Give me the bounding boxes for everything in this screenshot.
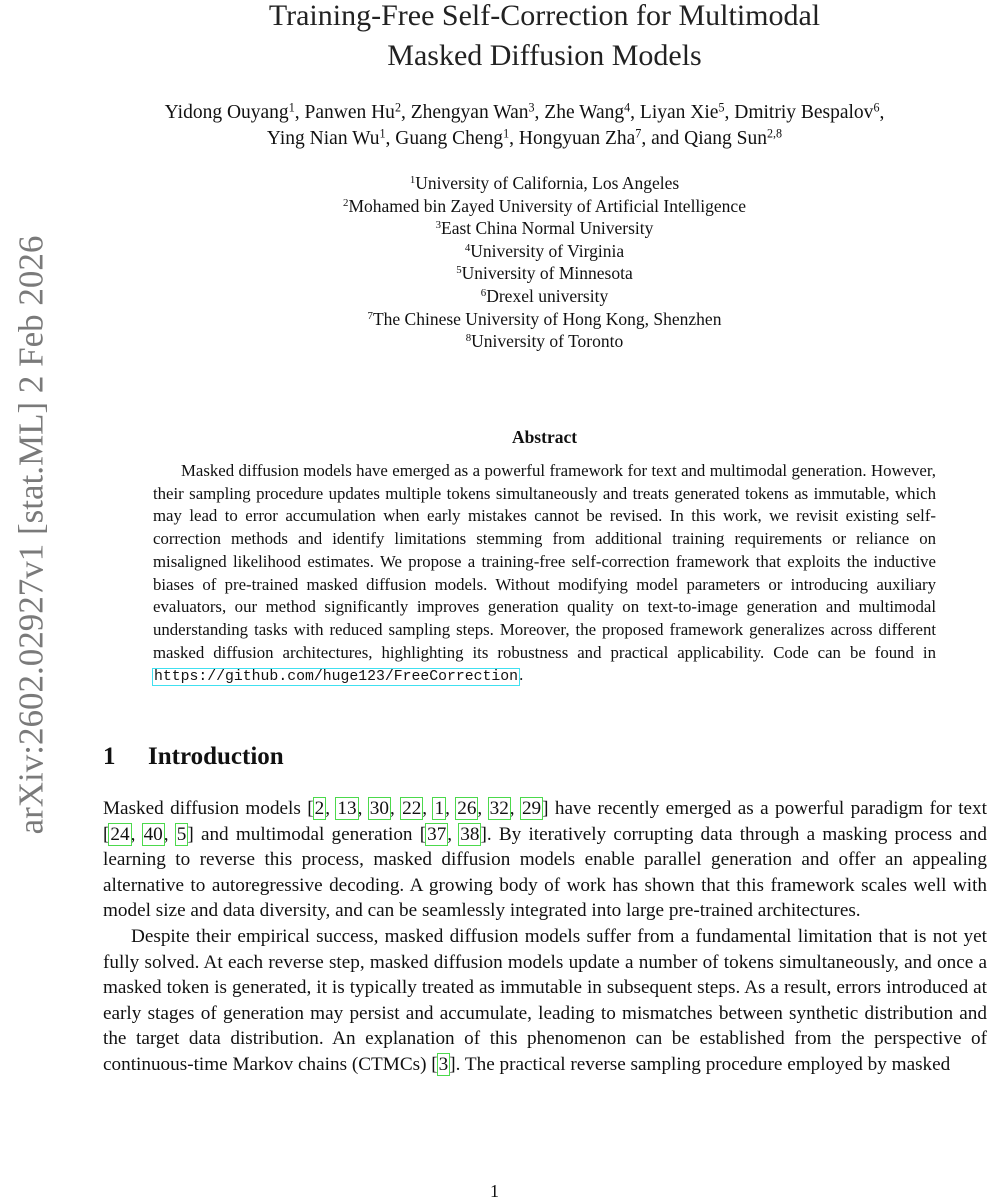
citation-link[interactable]: 13 <box>337 798 357 819</box>
affiliation-number: 8 <box>465 332 472 345</box>
abstract-end: . <box>519 665 524 685</box>
paragraph-text: ]. By iteratively corrupting data through a masking process and learning to reverse this process, masked diffusion models enable parallel generation and offer an appealing alternative to autoregressive decoding. A growing body of work has shown that this framework scales well with model size and data diversity, and can be seamlessly integrated into large pre-trained architectures. <box>103 823 987 922</box>
paragraph-text: , <box>163 823 176 845</box>
author-name: Liyan Xie <box>639 102 719 123</box>
affiliation-number: 6 <box>480 287 487 300</box>
affiliation-number: 4 <box>464 241 471 254</box>
affiliation-number: 3 <box>435 219 441 232</box>
introduction-body <box>103 796 987 1078</box>
abstract-body <box>153 460 936 689</box>
author-name: Hongyuan Zha <box>518 128 636 149</box>
citation-link[interactable]: 40 <box>143 823 163 845</box>
author-separator: , <box>385 128 396 149</box>
author-separator: , <box>534 102 545 123</box>
paragraph-text: , <box>445 798 457 819</box>
affiliation-name: East China Normal University <box>441 218 654 239</box>
affiliation-number: 1 <box>409 174 416 187</box>
affiliation-name: Drexel university <box>486 285 609 306</box>
abstract-heading: Abstract <box>511 427 578 447</box>
affiliation-name: University of California, Los Angeles <box>415 173 680 193</box>
citation-link[interactable]: 2 <box>314 798 325 819</box>
affiliation-name: Mohamed bin Zayed University of Artificial Intelligence <box>348 195 746 216</box>
author-affiliation-mark: 2 <box>394 100 401 115</box>
paragraph-text: ]. The practical reverse sampling procedure employed by masked <box>449 1053 951 1075</box>
author-affiliation-mark: 1 <box>288 100 295 115</box>
arxiv-identifier <box>0 195 62 875</box>
section-number: 1 <box>103 743 116 770</box>
affiliation-item <box>100 172 989 195</box>
citation-link[interactable]: 1 <box>434 798 445 819</box>
author-affiliation-mark: 1 <box>503 126 510 141</box>
citation-link[interactable]: 29 <box>521 798 542 819</box>
paragraph-text: ] and multimodal generation [ <box>187 823 427 845</box>
author-affiliation-mark: 6 <box>873 100 880 115</box>
citation-link[interactable]: 24 <box>110 823 130 845</box>
paper-title <box>150 0 939 76</box>
citation-link[interactable]: 30 <box>369 798 389 819</box>
citation-link[interactable]: 3 <box>438 1053 449 1075</box>
title-line-2: Masked Diffusion Models <box>387 39 702 72</box>
paragraph-text: , <box>509 798 521 819</box>
citation-link[interactable]: 5 <box>176 823 187 845</box>
code-link[interactable]: https://github.com/huge123/FreeCorrection <box>154 669 519 686</box>
author-list <box>60 100 989 152</box>
section-title: Introduction <box>148 743 284 770</box>
author-affiliation-mark: 7 <box>635 126 642 141</box>
affiliation-item <box>100 262 989 285</box>
citation-link[interactable]: 26 <box>457 798 477 819</box>
affiliation-name: University of Toronto <box>471 331 624 352</box>
affiliation-item <box>100 285 989 308</box>
author-line-1 <box>60 100 989 126</box>
author-separator: , <box>630 102 640 123</box>
author-name: Qiang Sun <box>684 128 767 149</box>
section-heading <box>103 743 284 771</box>
paragraph-text: ] have recently emerged as a powerful paradigm for text [ <box>103 798 987 845</box>
author-affiliation-mark: 1 <box>379 126 386 141</box>
author-separator: , <box>400 102 411 123</box>
intro-paragraph-1 <box>103 796 987 924</box>
affiliation-number: 2 <box>343 196 349 209</box>
paragraph-text: , <box>325 798 337 819</box>
affiliation-list <box>100 172 989 353</box>
author-line-2 <box>60 126 989 152</box>
author-name: Panwen Hu <box>304 102 395 123</box>
paragraph-text: , <box>357 798 369 819</box>
paragraph-text: , <box>447 823 460 845</box>
paragraph-text: , <box>422 798 434 819</box>
author-separator: , <box>294 102 305 123</box>
author-separator: , <box>724 102 735 123</box>
page-number: 1 <box>490 1181 499 1201</box>
affiliation-name: University of Virginia <box>470 240 625 261</box>
author-affiliation-mark: 5 <box>718 100 725 115</box>
author-affiliation-mark: 4 <box>624 100 631 115</box>
abstract-text: Masked diffusion models have emerged as a powerful framework for text and multimodal generation. However, their sampling procedure updates multiple tokens simultaneously and treats generated tokens as immutable, which may lead to error accumulation when early mistakes cannot be revised. In this work, we revisit existing self-correction methods and identify limitations stemming from additional training requirements or reliance on misaligned likelihood estimates. We propose a training-free self-correction framework that exploits the inductive biases of pre-trained masked diffusion models. Without modifying model parameters or introducing auxiliary evaluators, our method significantly improves generation quality on text-to-image generation and multimodal understanding tasks with reduced sampling steps. Moreover, the proposed framework generalizes across different masked diffusion architectures, highlighting its robustness and practical applicability. Code can be found in <box>153 461 936 662</box>
author-name: Yidong Ouyang <box>164 102 289 123</box>
affiliation-number: 7 <box>367 309 373 322</box>
intro-paragraph-2 <box>103 924 987 1078</box>
paragraph-text: , <box>130 823 143 845</box>
arxiv-identifier-text: arXiv:2602.02927v1 [stat.ML] 2 Feb 2026 <box>11 235 51 835</box>
paragraph-text: Despite their empirical success, masked diffusion models suffer from a fundamental limitation that is not yet fully solved. At each reverse step, masked diffusion models update a number of tokens simultaneously, and once a masked token is generated, it is typically treated as immutable in subsequent steps. As a result, errors introduced at early stages of generation may persist and accumulate, leading to mismatches between synthetic distribution and the target data distribution. An explanation of this phenomenon can be established from the perspective of continuous-time Markov chains (CTMCs) [ <box>103 925 987 1075</box>
affiliation-item <box>100 195 989 218</box>
citation-link[interactable]: 38 <box>460 823 480 845</box>
paragraph-text: Masked diffusion models [ <box>103 798 314 819</box>
paragraph-text: , <box>477 798 489 819</box>
author-affiliation-mark: 2,8 <box>767 126 783 141</box>
author-name: Zhengyan Wan <box>410 102 529 123</box>
citation-link[interactable]: 37 <box>427 823 447 845</box>
author-name: Guang Cheng <box>395 128 504 149</box>
paragraph-text: , <box>389 798 402 819</box>
affiliation-number: 5 <box>456 264 462 277</box>
author-name: Dmitriy Bespalov <box>734 102 874 123</box>
title-line-1: Training-Free Self-Correction for Multimodal <box>268 0 821 32</box>
author-affiliation-mark: 3 <box>528 100 535 115</box>
author-separator: , and <box>641 128 685 149</box>
affiliation-item <box>100 240 989 263</box>
author-name: Ying Nian Wu <box>266 128 380 149</box>
affiliation-item <box>100 330 989 353</box>
affiliation-item <box>100 308 989 331</box>
author-separator: , <box>509 128 519 149</box>
affiliation-name: The Chinese University of Hong Kong, Shenzhen <box>372 308 722 329</box>
author-separator: , <box>879 102 885 123</box>
affiliation-name: University of Minnesota <box>461 263 633 284</box>
affiliation-item <box>100 217 989 240</box>
author-name: Zhe Wang <box>544 102 625 123</box>
citation-link[interactable]: 32 <box>489 798 509 819</box>
citation-link[interactable]: 22 <box>402 798 422 819</box>
